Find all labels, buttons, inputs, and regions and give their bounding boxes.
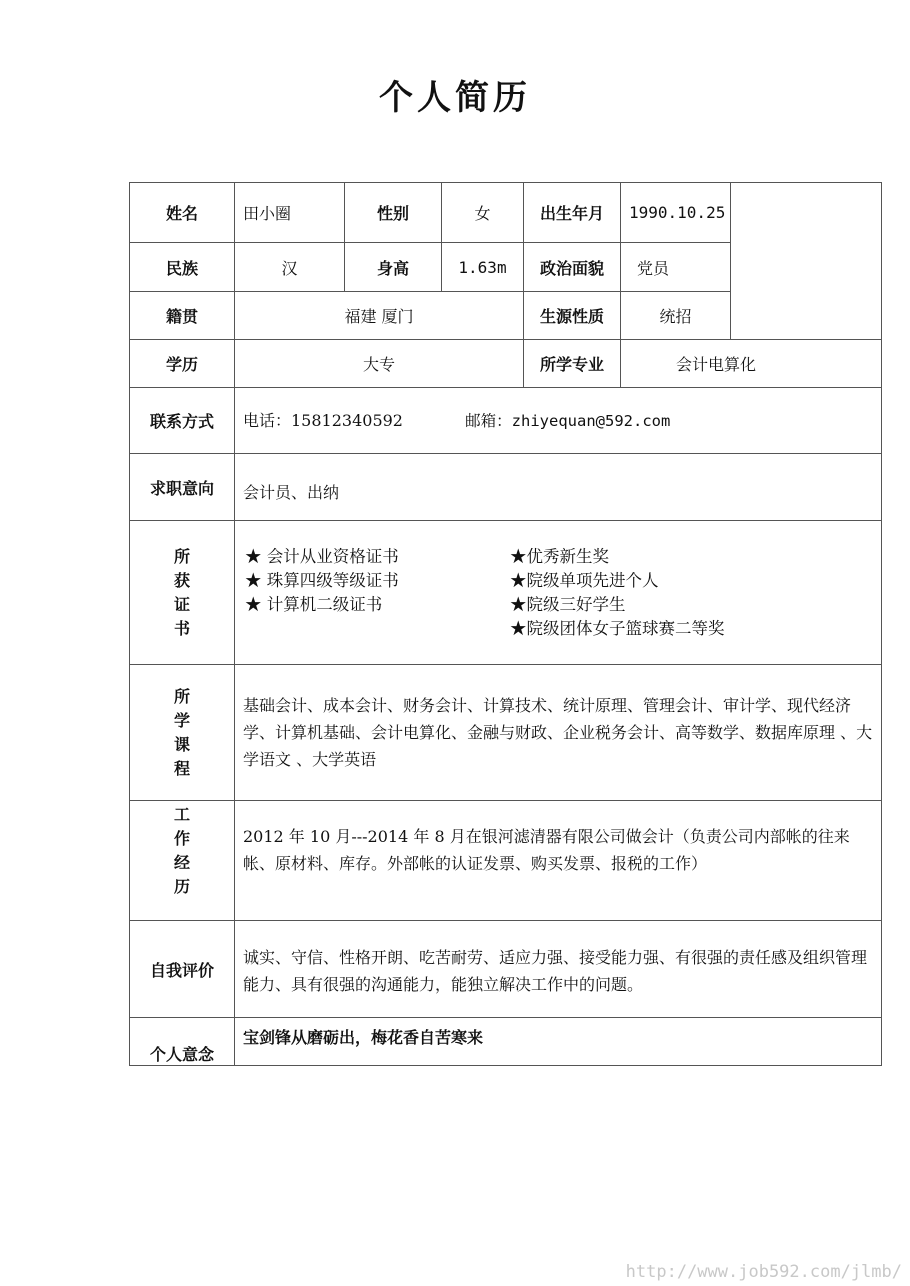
certificate-item: ★ 会计从业资格证书 (245, 547, 399, 566)
photo-area (731, 183, 882, 340)
award-item: ★院级团体女子篮球赛二等奖 (510, 619, 725, 638)
major-value: 会计电算化 (621, 340, 882, 388)
work-experience-text: 2012 年 10 月---2014 年 8 月在银河滤清器有限公司做会计（负责公司内部帐的往来帐、原材料、库存。外部帐的认证发票、购买发票、报税的工作） (235, 801, 882, 921)
major-label: 所学专业 (524, 340, 621, 388)
award-item: ★院级单项先进个人 (510, 571, 659, 590)
height-label: 身高 (345, 243, 442, 292)
birth-label: 出生年月 (524, 183, 621, 243)
birth-value: 1990.10.25 (621, 183, 731, 243)
native-label: 籍贯 (130, 292, 235, 340)
education-value: 大专 (235, 340, 524, 388)
political-label: 政治面貌 (524, 243, 621, 292)
name-label: 姓名 (130, 183, 235, 243)
award-item: ★院级三好学生 (510, 595, 626, 614)
certificate-item: ★ 珠算四级等级证书 (245, 571, 399, 590)
gender-label: 性别 (345, 183, 442, 243)
self-evaluation-text: 诚实、守信、性格开朗、吃苦耐劳、适应力强、接受能力强、有很强的责任感及组织管理能力、具有很强的沟通能力，能独立解决工作中的问题。 (235, 921, 882, 1018)
gender-value: 女 (442, 183, 524, 243)
work-experience-label: 工 作 经 历 (130, 801, 235, 921)
award-item: ★优秀新生奖 (510, 547, 609, 566)
political-value: 党员 (621, 243, 731, 292)
native-value: 福建 厦门 (235, 292, 524, 340)
self-evaluation-label: 自我评价 (130, 921, 235, 1018)
email-text: 邮箱：zhiyequan@592.com (465, 412, 671, 430)
phone-text: 电话：15812340592 (243, 411, 403, 430)
student-source-value: 统招 (621, 292, 731, 340)
watermark-url: http://www.job592.com/jlmb/ (625, 1262, 902, 1282)
certificates-list (235, 521, 882, 665)
motto-text: 宝剑锋从磨砺出，梅花香自苦寒来 (235, 1018, 882, 1066)
student-source-label: 生源性质 (524, 292, 621, 340)
contact-info (235, 388, 882, 454)
certificate-item: ★ 计算机二级证书 (245, 595, 383, 614)
courses-label: 所 学 课 程 (130, 665, 235, 801)
education-label: 学历 (130, 340, 235, 388)
ethnic-value: 汉 (235, 243, 345, 292)
job-intent-label: 求职意向 (130, 454, 235, 521)
name-value: 田小圈 (235, 183, 345, 243)
contact-label: 联系方式 (130, 388, 235, 454)
height-value: 1.63m (442, 243, 524, 292)
resume-title: 个人简历 (379, 78, 531, 118)
resume-table (129, 182, 882, 1066)
courses-text: 基础会计、成本会计、财务会计、计算技术、统计原理、管理会计、审计学、现代经济学、计算机基础、会计电算化、金融与财政、企业税务会计、高等数学、数据库原理 、大学语文 、大学英语 (235, 665, 882, 801)
certificates-label: 所 获 证 书 (130, 521, 235, 665)
motto-label: 个人意念 (130, 1018, 235, 1066)
job-intent-value: 会计员、出纳 (235, 454, 882, 521)
ethnic-label: 民族 (130, 243, 235, 292)
